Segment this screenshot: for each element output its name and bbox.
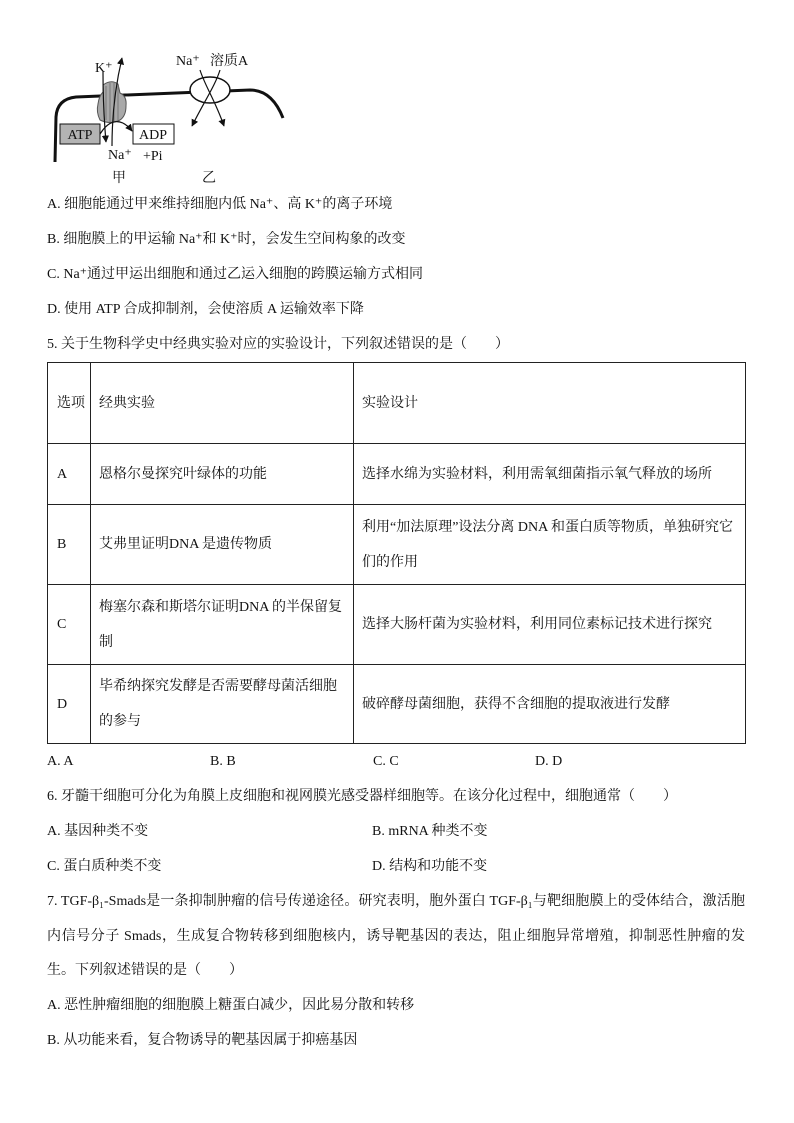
carrier-label: 甲 bbox=[112, 171, 126, 186]
q4-option-c: C. Na⁺通过甲运出细胞和通过乙运入细胞的跨膜运输方式相同 bbox=[47, 267, 424, 282]
row-option: C bbox=[48, 585, 91, 665]
q5-choice-b: B. B bbox=[210, 754, 236, 769]
carrier-protein-jia bbox=[97, 82, 126, 123]
na-top-label: Na⁺ bbox=[176, 54, 200, 69]
adp-label: ADP bbox=[138, 128, 168, 143]
q7-option-a: A. 恶性肿瘤细胞的细胞膜上糖蛋白减少，因此易分散和转移 bbox=[47, 998, 415, 1013]
row-design: 选择水绵为实验材料，利用需氧细菌指示氧气释放的场所 bbox=[354, 444, 746, 505]
atp-label: ATP bbox=[67, 128, 93, 143]
table-header-row bbox=[48, 363, 746, 444]
q6-choice-c: C. 蛋白质种类不变 bbox=[47, 859, 162, 874]
row-option: B bbox=[48, 505, 91, 585]
header-option: 选项 bbox=[48, 363, 91, 444]
channel-yi bbox=[190, 77, 230, 103]
pi-label: +Pi bbox=[143, 149, 163, 164]
solute-a-label: 溶质A bbox=[210, 54, 249, 69]
header-experiment: 经典实验 bbox=[91, 363, 354, 444]
q7-stem-line-3: 生。下列叙述错误的是（ ） bbox=[47, 963, 243, 978]
na-bottom-label: Na⁺ bbox=[108, 148, 132, 163]
membrane-transport-diagram bbox=[0, 0, 320, 195]
q7-stem-line-1: 7. TGF-β₁-Smads是一条抑制肿瘤的信号传递途径。研究表明，胞外蛋白 TGF-β₁与靶细胞膜上的受体结合，激活胞 bbox=[47, 894, 745, 909]
row-design: 利用“加法原理”设法分离 DNA 和蛋白质等物质，单独研究它们的作用 bbox=[354, 505, 746, 585]
q7-option-b: B. 从功能来看，复合物诱导的靶基因属于抑癌基因 bbox=[47, 1033, 358, 1048]
q6-choice-a: A. 基因种类不变 bbox=[47, 824, 149, 839]
row-experiment: 毕希纳探究发酵是否需要酵母菌活细胞的参与 bbox=[91, 665, 354, 744]
table-row bbox=[48, 585, 746, 665]
table-row bbox=[48, 665, 746, 744]
table-row bbox=[48, 444, 746, 505]
q5-choice-a: A. A bbox=[47, 754, 74, 769]
q6-choice-b: B. mRNA 种类不变 bbox=[372, 824, 488, 839]
channel-label: 乙 bbox=[202, 171, 216, 186]
header-design: 实验设计 bbox=[354, 363, 746, 444]
q5-choice-c: C. C bbox=[373, 754, 399, 769]
k-label: K⁺ bbox=[95, 61, 113, 76]
q7-stem-line-2: 内信号分子 Smads，生成复合物转移到细胞核内，诱导靶基因的表达，阻止细胞异常增殖，抑制恶性肿瘤的发 bbox=[47, 929, 745, 944]
row-experiment: 梅塞尔森和斯塔尔证明DNA 的半保留复制 bbox=[91, 585, 354, 665]
row-experiment: 恩格尔曼探究叶绿体的功能 bbox=[91, 444, 354, 505]
q6-choice-d: D. 结构和功能不变 bbox=[372, 859, 488, 874]
table-row bbox=[48, 505, 746, 585]
row-design: 破碎酵母菌细胞，获得不含细胞的提取液进行发酵 bbox=[354, 665, 746, 744]
row-design: 选择大肠杆菌为实验材料，利用同位素标记技术进行探究 bbox=[354, 585, 746, 665]
q5-stem: 5. 关于生物科学史中经典实验对应的实验设计，下列叙述错误的是（ ） bbox=[47, 337, 509, 352]
row-option: A bbox=[48, 444, 91, 505]
q5-choice-d: D. D bbox=[535, 754, 563, 769]
q5-table bbox=[47, 362, 746, 744]
q4-option-b: B. 细胞膜上的甲运输 Na⁺和 K⁺时，会发生空间构象的改变 bbox=[47, 232, 406, 247]
q4-option-a: A. 细胞能通过甲来维持细胞内低 Na⁺、高 K⁺的离子环境 bbox=[47, 197, 393, 212]
row-experiment: 艾弗里证明DNA 是遗传物质 bbox=[91, 505, 354, 585]
q4-option-d: D. 使用 ATP 合成抑制剂，会使溶质 A 运输效率下降 bbox=[47, 302, 364, 317]
row-option: D bbox=[48, 665, 91, 744]
q6-stem: 6. 牙髓干细胞可分化为角膜上皮细胞和视网膜光感受器样细胞等。在该分化过程中，细胞通常（ ） bbox=[47, 789, 677, 804]
